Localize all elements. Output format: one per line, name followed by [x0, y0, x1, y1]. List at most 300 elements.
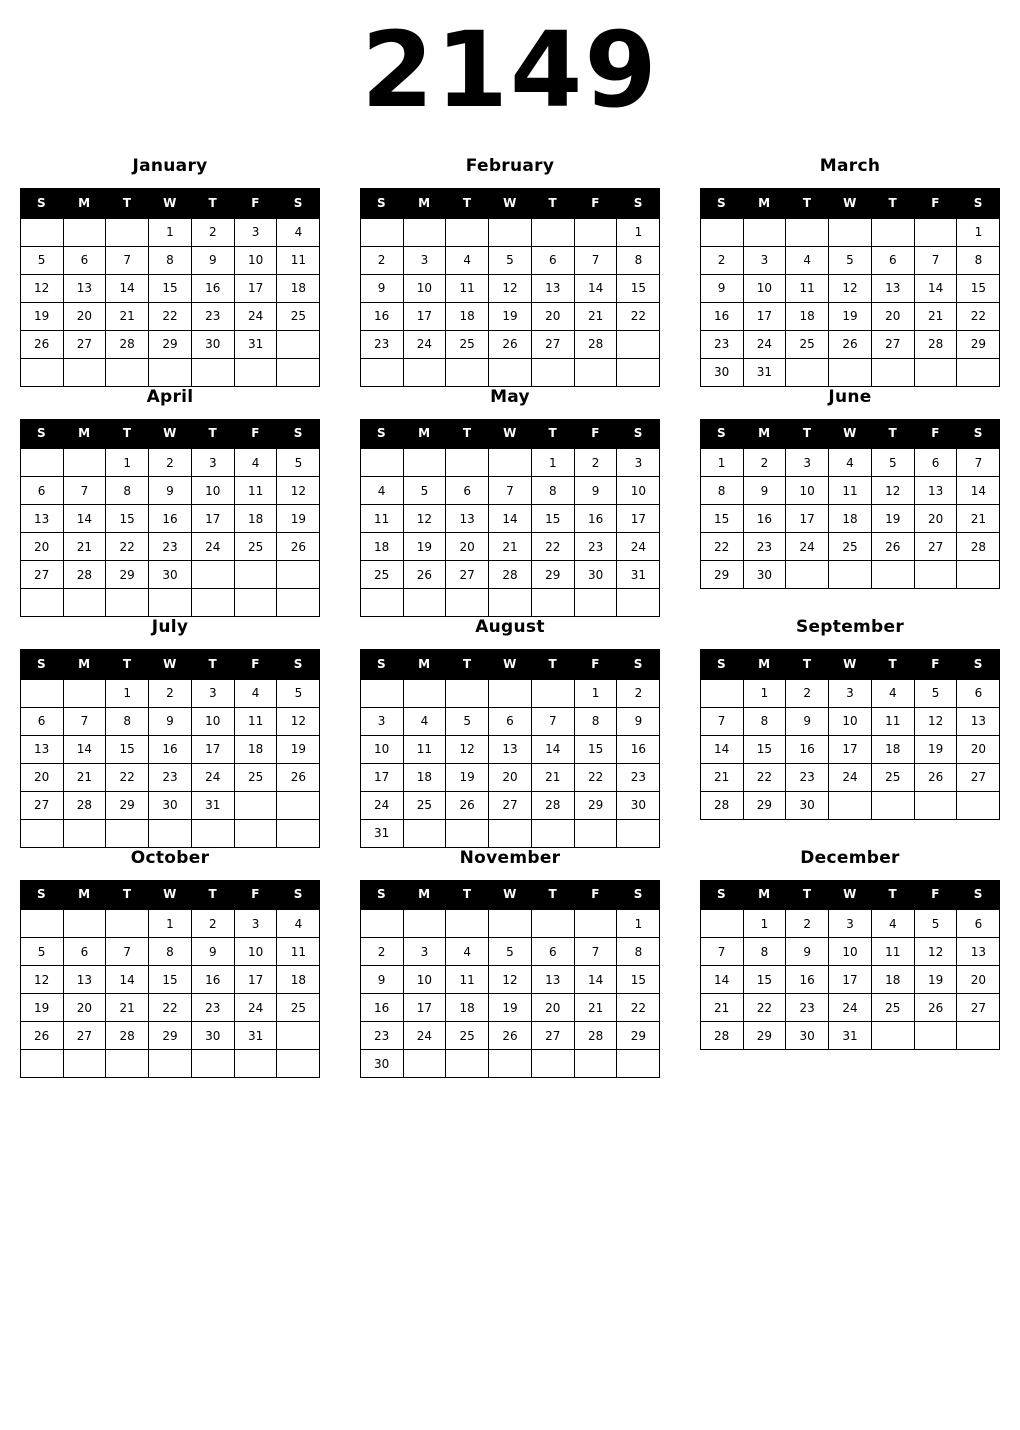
day-cell[interactable]: 21 [63, 763, 106, 791]
day-cell[interactable]: 16 [700, 302, 743, 330]
day-cell[interactable]: 24 [829, 763, 872, 791]
day-cell[interactable]: 20 [489, 763, 532, 791]
day-cell[interactable]: 31 [743, 358, 786, 386]
day-cell[interactable]: 27 [531, 1022, 574, 1050]
day-cell[interactable]: 3 [829, 910, 872, 938]
day-cell[interactable]: 21 [957, 505, 1000, 533]
day-cell[interactable]: 13 [63, 966, 106, 994]
day-cell[interactable]: 12 [403, 505, 446, 533]
day-cell[interactable]: 3 [234, 910, 277, 938]
day-cell[interactable]: 29 [149, 1022, 192, 1050]
day-cell[interactable]: 23 [360, 1022, 403, 1050]
day-cell[interactable]: 26 [489, 1022, 532, 1050]
day-cell[interactable]: 28 [700, 1022, 743, 1050]
day-cell[interactable]: 25 [403, 791, 446, 819]
day-cell[interactable]: 27 [20, 791, 63, 819]
day-cell[interactable]: 23 [786, 763, 829, 791]
day-cell[interactable]: 6 [20, 477, 63, 505]
day-cell[interactable]: 23 [617, 763, 660, 791]
day-cell[interactable]: 24 [617, 533, 660, 561]
day-cell[interactable]: 22 [574, 763, 617, 791]
day-cell[interactable]: 26 [20, 1022, 63, 1050]
day-cell[interactable]: 2 [191, 218, 234, 246]
day-cell[interactable]: 2 [360, 246, 403, 274]
day-cell[interactable]: 16 [786, 966, 829, 994]
day-cell[interactable]: 12 [277, 707, 320, 735]
day-cell[interactable]: 10 [191, 477, 234, 505]
day-cell[interactable]: 29 [743, 791, 786, 819]
day-cell[interactable]: 4 [446, 938, 489, 966]
day-cell[interactable]: 29 [106, 561, 149, 589]
day-cell[interactable]: 28 [574, 1022, 617, 1050]
day-cell[interactable]: 16 [743, 505, 786, 533]
day-cell[interactable]: 4 [403, 707, 446, 735]
day-cell[interactable]: 13 [63, 274, 106, 302]
day-cell[interactable]: 5 [277, 449, 320, 477]
day-cell[interactable]: 7 [574, 246, 617, 274]
day-cell[interactable]: 22 [957, 302, 1000, 330]
day-cell[interactable]: 23 [743, 533, 786, 561]
day-cell[interactable]: 26 [914, 763, 957, 791]
day-cell[interactable]: 17 [743, 302, 786, 330]
day-cell[interactable]: 17 [360, 763, 403, 791]
day-cell[interactable]: 27 [957, 763, 1000, 791]
day-cell[interactable]: 7 [957, 449, 1000, 477]
day-cell[interactable]: 25 [234, 763, 277, 791]
day-cell[interactable]: 19 [871, 505, 914, 533]
day-cell[interactable]: 18 [277, 966, 320, 994]
day-cell[interactable]: 23 [574, 533, 617, 561]
day-cell[interactable]: 18 [277, 274, 320, 302]
day-cell[interactable]: 2 [743, 449, 786, 477]
day-cell[interactable]: 16 [360, 302, 403, 330]
day-cell[interactable]: 9 [574, 477, 617, 505]
day-cell[interactable]: 6 [914, 449, 957, 477]
day-cell[interactable]: 18 [786, 302, 829, 330]
day-cell[interactable]: 13 [914, 477, 957, 505]
day-cell[interactable]: 10 [360, 735, 403, 763]
day-cell[interactable]: 8 [617, 938, 660, 966]
day-cell[interactable]: 8 [106, 707, 149, 735]
day-cell[interactable]: 3 [191, 679, 234, 707]
day-cell[interactable]: 1 [531, 449, 574, 477]
day-cell[interactable]: 9 [191, 246, 234, 274]
day-cell[interactable]: 17 [403, 994, 446, 1022]
day-cell[interactable]: 15 [574, 735, 617, 763]
day-cell[interactable]: 19 [446, 763, 489, 791]
day-cell[interactable]: 10 [786, 477, 829, 505]
day-cell[interactable]: 5 [20, 246, 63, 274]
day-cell[interactable]: 30 [786, 1022, 829, 1050]
day-cell[interactable]: 30 [700, 358, 743, 386]
day-cell[interactable]: 25 [829, 533, 872, 561]
day-cell[interactable]: 4 [871, 679, 914, 707]
day-cell[interactable]: 24 [786, 533, 829, 561]
day-cell[interactable]: 31 [829, 1022, 872, 1050]
day-cell[interactable]: 18 [234, 735, 277, 763]
day-cell[interactable]: 24 [360, 791, 403, 819]
day-cell[interactable]: 8 [531, 477, 574, 505]
day-cell[interactable]: 26 [446, 791, 489, 819]
day-cell[interactable]: 20 [63, 994, 106, 1022]
day-cell[interactable]: 30 [743, 561, 786, 589]
day-cell[interactable]: 24 [234, 994, 277, 1022]
day-cell[interactable]: 18 [234, 505, 277, 533]
day-cell[interactable]: 18 [871, 735, 914, 763]
day-cell[interactable]: 31 [617, 561, 660, 589]
day-cell[interactable]: 30 [617, 791, 660, 819]
day-cell[interactable]: 17 [829, 735, 872, 763]
day-cell[interactable]: 12 [20, 966, 63, 994]
day-cell[interactable]: 30 [786, 791, 829, 819]
day-cell[interactable]: 19 [20, 302, 63, 330]
day-cell[interactable]: 15 [149, 966, 192, 994]
day-cell[interactable]: 6 [957, 679, 1000, 707]
day-cell[interactable]: 5 [914, 679, 957, 707]
day-cell[interactable]: 14 [489, 505, 532, 533]
day-cell[interactable]: 1 [743, 910, 786, 938]
day-cell[interactable]: 22 [106, 533, 149, 561]
day-cell[interactable]: 4 [786, 246, 829, 274]
day-cell[interactable]: 13 [531, 274, 574, 302]
day-cell[interactable]: 4 [871, 910, 914, 938]
day-cell[interactable]: 11 [446, 966, 489, 994]
day-cell[interactable]: 22 [700, 533, 743, 561]
day-cell[interactable]: 4 [234, 449, 277, 477]
day-cell[interactable]: 20 [531, 994, 574, 1022]
day-cell[interactable]: 8 [617, 246, 660, 274]
day-cell[interactable]: 6 [20, 707, 63, 735]
day-cell[interactable]: 28 [574, 330, 617, 358]
day-cell[interactable]: 21 [574, 302, 617, 330]
day-cell[interactable]: 16 [786, 735, 829, 763]
day-cell[interactable]: 30 [191, 330, 234, 358]
day-cell[interactable]: 18 [446, 994, 489, 1022]
day-cell[interactable]: 6 [63, 938, 106, 966]
day-cell[interactable]: 17 [191, 735, 234, 763]
day-cell[interactable]: 16 [191, 966, 234, 994]
day-cell[interactable]: 7 [63, 477, 106, 505]
day-cell[interactable]: 27 [489, 791, 532, 819]
day-cell[interactable]: 25 [871, 994, 914, 1022]
day-cell[interactable]: 22 [617, 302, 660, 330]
day-cell[interactable]: 30 [574, 561, 617, 589]
day-cell[interactable]: 21 [914, 302, 957, 330]
day-cell[interactable]: 18 [829, 505, 872, 533]
day-cell[interactable]: 12 [20, 274, 63, 302]
day-cell[interactable]: 6 [63, 246, 106, 274]
day-cell[interactable]: 17 [617, 505, 660, 533]
day-cell[interactable]: 14 [574, 966, 617, 994]
day-cell[interactable]: 20 [957, 735, 1000, 763]
day-cell[interactable]: 23 [191, 994, 234, 1022]
day-cell[interactable]: 21 [106, 302, 149, 330]
day-cell[interactable]: 29 [149, 330, 192, 358]
day-cell[interactable]: 14 [531, 735, 574, 763]
day-cell[interactable]: 14 [63, 735, 106, 763]
day-cell[interactable]: 13 [20, 505, 63, 533]
day-cell[interactable]: 13 [20, 735, 63, 763]
day-cell[interactable]: 1 [743, 679, 786, 707]
day-cell[interactable]: 19 [403, 533, 446, 561]
day-cell[interactable]: 29 [106, 791, 149, 819]
day-cell[interactable]: 25 [277, 994, 320, 1022]
day-cell[interactable]: 12 [829, 274, 872, 302]
day-cell[interactable]: 20 [63, 302, 106, 330]
day-cell[interactable]: 1 [957, 218, 1000, 246]
day-cell[interactable]: 27 [914, 533, 957, 561]
day-cell[interactable]: 1 [700, 449, 743, 477]
day-cell[interactable]: 4 [277, 218, 320, 246]
day-cell[interactable]: 21 [489, 533, 532, 561]
day-cell[interactable]: 21 [63, 533, 106, 561]
day-cell[interactable]: 14 [63, 505, 106, 533]
day-cell[interactable]: 9 [360, 966, 403, 994]
day-cell[interactable]: 8 [743, 707, 786, 735]
day-cell[interactable]: 6 [957, 910, 1000, 938]
day-cell[interactable]: 22 [531, 533, 574, 561]
day-cell[interactable]: 28 [489, 561, 532, 589]
day-cell[interactable]: 14 [957, 477, 1000, 505]
day-cell[interactable]: 27 [871, 330, 914, 358]
day-cell[interactable]: 20 [531, 302, 574, 330]
day-cell[interactable]: 6 [531, 938, 574, 966]
day-cell[interactable]: 19 [914, 966, 957, 994]
day-cell[interactable]: 15 [617, 274, 660, 302]
day-cell[interactable]: 30 [149, 791, 192, 819]
day-cell[interactable]: 3 [743, 246, 786, 274]
day-cell[interactable]: 26 [20, 330, 63, 358]
day-cell[interactable]: 21 [106, 994, 149, 1022]
day-cell[interactable]: 26 [871, 533, 914, 561]
day-cell[interactable]: 19 [277, 505, 320, 533]
day-cell[interactable]: 28 [63, 561, 106, 589]
day-cell[interactable]: 10 [234, 938, 277, 966]
day-cell[interactable]: 14 [106, 966, 149, 994]
day-cell[interactable]: 24 [234, 302, 277, 330]
day-cell[interactable]: 2 [700, 246, 743, 274]
day-cell[interactable]: 23 [360, 330, 403, 358]
day-cell[interactable]: 18 [871, 966, 914, 994]
day-cell[interactable]: 12 [277, 477, 320, 505]
day-cell[interactable]: 7 [700, 707, 743, 735]
day-cell[interactable]: 5 [446, 707, 489, 735]
day-cell[interactable]: 27 [446, 561, 489, 589]
day-cell[interactable]: 8 [149, 246, 192, 274]
day-cell[interactable]: 6 [446, 477, 489, 505]
day-cell[interactable]: 19 [489, 302, 532, 330]
day-cell[interactable]: 11 [871, 938, 914, 966]
day-cell[interactable]: 9 [360, 274, 403, 302]
day-cell[interactable]: 2 [360, 938, 403, 966]
day-cell[interactable]: 8 [574, 707, 617, 735]
day-cell[interactable]: 15 [743, 735, 786, 763]
day-cell[interactable]: 2 [149, 679, 192, 707]
day-cell[interactable]: 29 [531, 561, 574, 589]
day-cell[interactable]: 10 [743, 274, 786, 302]
day-cell[interactable]: 8 [743, 938, 786, 966]
day-cell[interactable]: 2 [786, 910, 829, 938]
day-cell[interactable]: 17 [191, 505, 234, 533]
day-cell[interactable]: 1 [149, 218, 192, 246]
day-cell[interactable]: 3 [829, 679, 872, 707]
day-cell[interactable]: 26 [403, 561, 446, 589]
day-cell[interactable]: 29 [574, 791, 617, 819]
day-cell[interactable]: 14 [574, 274, 617, 302]
day-cell[interactable]: 8 [957, 246, 1000, 274]
day-cell[interactable]: 7 [63, 707, 106, 735]
day-cell[interactable]: 8 [106, 477, 149, 505]
day-cell[interactable]: 16 [149, 505, 192, 533]
day-cell[interactable]: 16 [617, 735, 660, 763]
day-cell[interactable]: 11 [786, 274, 829, 302]
day-cell[interactable]: 12 [871, 477, 914, 505]
day-cell[interactable]: 1 [617, 218, 660, 246]
day-cell[interactable]: 20 [957, 966, 1000, 994]
day-cell[interactable]: 3 [403, 246, 446, 274]
day-cell[interactable]: 3 [617, 449, 660, 477]
day-cell[interactable]: 20 [446, 533, 489, 561]
day-cell[interactable]: 7 [106, 938, 149, 966]
day-cell[interactable]: 23 [700, 330, 743, 358]
day-cell[interactable]: 13 [531, 966, 574, 994]
day-cell[interactable]: 21 [574, 994, 617, 1022]
day-cell[interactable]: 27 [63, 1022, 106, 1050]
day-cell[interactable]: 13 [446, 505, 489, 533]
day-cell[interactable]: 10 [829, 938, 872, 966]
day-cell[interactable]: 7 [531, 707, 574, 735]
day-cell[interactable]: 23 [786, 994, 829, 1022]
day-cell[interactable]: 28 [106, 1022, 149, 1050]
day-cell[interactable]: 1 [106, 679, 149, 707]
day-cell[interactable]: 28 [106, 330, 149, 358]
day-cell[interactable]: 28 [700, 791, 743, 819]
day-cell[interactable]: 26 [829, 330, 872, 358]
day-cell[interactable]: 4 [446, 246, 489, 274]
day-cell[interactable]: 21 [700, 763, 743, 791]
day-cell[interactable]: 15 [106, 735, 149, 763]
day-cell[interactable]: 17 [234, 274, 277, 302]
day-cell[interactable]: 19 [829, 302, 872, 330]
day-cell[interactable]: 2 [149, 449, 192, 477]
day-cell[interactable]: 18 [446, 302, 489, 330]
day-cell[interactable]: 10 [403, 274, 446, 302]
day-cell[interactable]: 10 [234, 246, 277, 274]
day-cell[interactable]: 26 [277, 763, 320, 791]
day-cell[interactable]: 26 [489, 330, 532, 358]
day-cell[interactable]: 3 [403, 938, 446, 966]
day-cell[interactable]: 5 [489, 938, 532, 966]
day-cell[interactable]: 15 [957, 274, 1000, 302]
day-cell[interactable]: 31 [191, 791, 234, 819]
day-cell[interactable]: 1 [574, 679, 617, 707]
day-cell[interactable]: 10 [617, 477, 660, 505]
day-cell[interactable]: 12 [489, 966, 532, 994]
day-cell[interactable]: 15 [531, 505, 574, 533]
day-cell[interactable]: 12 [489, 274, 532, 302]
day-cell[interactable]: 27 [531, 330, 574, 358]
day-cell[interactable]: 30 [149, 561, 192, 589]
day-cell[interactable]: 7 [489, 477, 532, 505]
day-cell[interactable]: 24 [191, 763, 234, 791]
day-cell[interactable]: 4 [234, 679, 277, 707]
day-cell[interactable]: 5 [403, 477, 446, 505]
day-cell[interactable]: 12 [914, 707, 957, 735]
day-cell[interactable]: 27 [20, 561, 63, 589]
day-cell[interactable]: 13 [871, 274, 914, 302]
day-cell[interactable]: 14 [914, 274, 957, 302]
day-cell[interactable]: 9 [786, 938, 829, 966]
day-cell[interactable]: 29 [743, 1022, 786, 1050]
day-cell[interactable]: 29 [957, 330, 1000, 358]
day-cell[interactable]: 17 [403, 302, 446, 330]
day-cell[interactable]: 25 [234, 533, 277, 561]
day-cell[interactable]: 11 [234, 707, 277, 735]
day-cell[interactable]: 5 [914, 910, 957, 938]
day-cell[interactable]: 11 [234, 477, 277, 505]
day-cell[interactable]: 11 [277, 938, 320, 966]
day-cell[interactable]: 25 [277, 302, 320, 330]
day-cell[interactable]: 22 [106, 763, 149, 791]
day-cell[interactable]: 6 [871, 246, 914, 274]
day-cell[interactable]: 24 [191, 533, 234, 561]
day-cell[interactable]: 2 [191, 910, 234, 938]
day-cell[interactable]: 31 [234, 1022, 277, 1050]
day-cell[interactable]: 13 [957, 938, 1000, 966]
day-cell[interactable]: 30 [191, 1022, 234, 1050]
day-cell[interactable]: 24 [829, 994, 872, 1022]
day-cell[interactable]: 28 [914, 330, 957, 358]
day-cell[interactable]: 19 [914, 735, 957, 763]
day-cell[interactable]: 24 [403, 330, 446, 358]
day-cell[interactable]: 14 [106, 274, 149, 302]
day-cell[interactable]: 1 [149, 910, 192, 938]
day-cell[interactable]: 3 [786, 449, 829, 477]
day-cell[interactable]: 13 [957, 707, 1000, 735]
day-cell[interactable]: 20 [914, 505, 957, 533]
day-cell[interactable]: 18 [403, 763, 446, 791]
day-cell[interactable]: 18 [360, 533, 403, 561]
day-cell[interactable]: 3 [234, 218, 277, 246]
day-cell[interactable]: 19 [20, 994, 63, 1022]
day-cell[interactable]: 16 [574, 505, 617, 533]
day-cell[interactable]: 11 [446, 274, 489, 302]
day-cell[interactable]: 21 [700, 994, 743, 1022]
day-cell[interactable]: 1 [106, 449, 149, 477]
day-cell[interactable]: 6 [531, 246, 574, 274]
day-cell[interactable]: 2 [786, 679, 829, 707]
day-cell[interactable]: 4 [277, 910, 320, 938]
day-cell[interactable]: 15 [106, 505, 149, 533]
day-cell[interactable]: 27 [957, 994, 1000, 1022]
day-cell[interactable]: 7 [914, 246, 957, 274]
day-cell[interactable]: 28 [957, 533, 1000, 561]
day-cell[interactable]: 11 [277, 246, 320, 274]
day-cell[interactable]: 25 [446, 1022, 489, 1050]
day-cell[interactable]: 9 [191, 938, 234, 966]
day-cell[interactable]: 31 [234, 330, 277, 358]
day-cell[interactable]: 2 [617, 679, 660, 707]
day-cell[interactable]: 14 [700, 966, 743, 994]
day-cell[interactable]: 23 [149, 763, 192, 791]
day-cell[interactable]: 9 [700, 274, 743, 302]
day-cell[interactable]: 9 [149, 477, 192, 505]
day-cell[interactable]: 9 [743, 477, 786, 505]
day-cell[interactable]: 29 [617, 1022, 660, 1050]
day-cell[interactable]: 7 [574, 938, 617, 966]
day-cell[interactable]: 11 [360, 505, 403, 533]
day-cell[interactable]: 27 [63, 330, 106, 358]
